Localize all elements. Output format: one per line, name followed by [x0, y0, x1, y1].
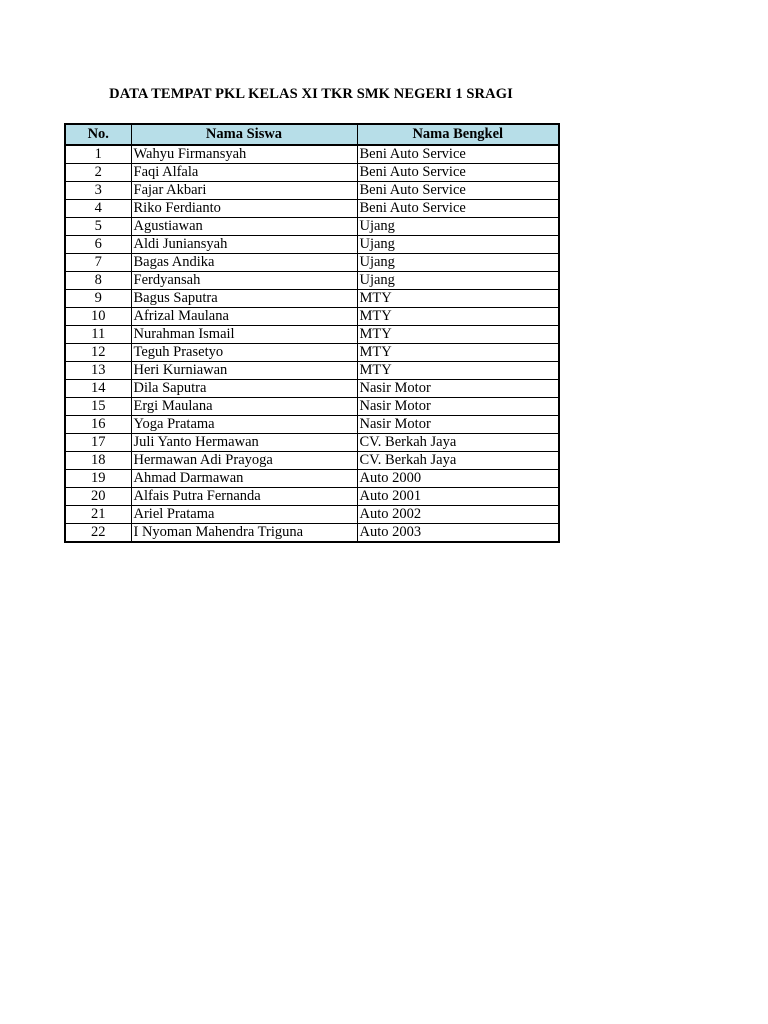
- cell-no: 9: [65, 290, 131, 308]
- cell-nama-bengkel: Auto 2000: [357, 470, 559, 488]
- cell-no: 3: [65, 182, 131, 200]
- cell-nama-bengkel: Nasir Motor: [357, 416, 559, 434]
- cell-no: 15: [65, 398, 131, 416]
- cell-no: 5: [65, 218, 131, 236]
- table-row: [65, 344, 559, 362]
- table-body: [65, 145, 559, 542]
- document-title: DATA TEMPAT PKL KELAS XI TKR SMK NEGERI 1 SRAGI: [109, 86, 513, 102]
- cell-nama-bengkel: MTY: [357, 290, 559, 308]
- cell-no: 8: [65, 272, 131, 290]
- table-row: [65, 236, 559, 254]
- cell-nama-siswa: Bagus Saputra: [131, 290, 357, 308]
- cell-nama-siswa: Afrizal Maulana: [131, 308, 357, 326]
- cell-nama-bengkel: Ujang: [357, 254, 559, 272]
- cell-nama-siswa: Nurahman Ismail: [131, 326, 357, 344]
- table-row: [65, 434, 559, 452]
- table-row: [65, 200, 559, 218]
- cell-nama-bengkel: Ujang: [357, 272, 559, 290]
- table-row: [65, 380, 559, 398]
- cell-no: 18: [65, 452, 131, 470]
- cell-no: 10: [65, 308, 131, 326]
- cell-nama-siswa: Aldi Juniansyah: [131, 236, 357, 254]
- cell-nama-siswa: Hermawan Adi Prayoga: [131, 452, 357, 470]
- cell-nama-bengkel: Auto 2001: [357, 488, 559, 506]
- cell-nama-siswa: Juli Yanto Hermawan: [131, 434, 357, 452]
- cell-no: 6: [65, 236, 131, 254]
- table-row: [65, 488, 559, 506]
- cell-nama-siswa: Riko Ferdianto: [131, 200, 357, 218]
- cell-nama-siswa: Ferdyansah: [131, 272, 357, 290]
- cell-nama-siswa: Heri Kurniawan: [131, 362, 357, 380]
- pkl-table: [64, 123, 560, 543]
- cell-no: 12: [65, 344, 131, 362]
- cell-no: 1: [65, 145, 131, 164]
- cell-nama-siswa: Ariel Pratama: [131, 506, 357, 524]
- cell-no: 21: [65, 506, 131, 524]
- cell-nama-bengkel: Auto 2003: [357, 524, 559, 543]
- cell-no: 20: [65, 488, 131, 506]
- cell-nama-bengkel: Nasir Motor: [357, 398, 559, 416]
- cell-nama-bengkel: Beni Auto Service: [357, 164, 559, 182]
- cell-nama-siswa: Alfais Putra Fernanda: [131, 488, 357, 506]
- table-row: [65, 218, 559, 236]
- cell-no: 16: [65, 416, 131, 434]
- cell-nama-bengkel: Beni Auto Service: [357, 145, 559, 164]
- cell-nama-bengkel: MTY: [357, 326, 559, 344]
- cell-nama-bengkel: Ujang: [357, 218, 559, 236]
- table-header: [65, 124, 559, 145]
- cell-no: 22: [65, 524, 131, 543]
- cell-nama-siswa: Bagas Andika: [131, 254, 357, 272]
- cell-nama-siswa: Fajar Akbari: [131, 182, 357, 200]
- cell-no: 4: [65, 200, 131, 218]
- cell-nama-bengkel: Beni Auto Service: [357, 200, 559, 218]
- cell-no: 13: [65, 362, 131, 380]
- cell-no: 19: [65, 470, 131, 488]
- cell-no: 17: [65, 434, 131, 452]
- cell-nama-bengkel: Beni Auto Service: [357, 182, 559, 200]
- header-nama-siswa: Nama Siswa: [131, 124, 357, 145]
- table-row: [65, 182, 559, 200]
- cell-nama-bengkel: MTY: [357, 308, 559, 326]
- table-row: [65, 326, 559, 344]
- table-row: [65, 145, 559, 164]
- cell-no: 7: [65, 254, 131, 272]
- cell-nama-siswa: Ergi Maulana: [131, 398, 357, 416]
- header-row: [65, 124, 559, 145]
- header-no: No.: [65, 124, 131, 145]
- cell-nama-siswa: Agustiawan: [131, 218, 357, 236]
- table-row: [65, 290, 559, 308]
- table-row: [65, 524, 559, 543]
- table-row: [65, 254, 559, 272]
- cell-nama-siswa: Yoga Pratama: [131, 416, 357, 434]
- header-nama-bengkel: Nama Bengkel: [357, 124, 559, 145]
- cell-nama-bengkel: MTY: [357, 362, 559, 380]
- table-row: [65, 164, 559, 182]
- cell-nama-bengkel: MTY: [357, 344, 559, 362]
- cell-no: 2: [65, 164, 131, 182]
- cell-nama-bengkel: Nasir Motor: [357, 380, 559, 398]
- table-row: [65, 398, 559, 416]
- table-row: [65, 362, 559, 380]
- cell-nama-siswa: Faqi Alfala: [131, 164, 357, 182]
- table-row: [65, 272, 559, 290]
- cell-nama-siswa: Teguh Prasetyo: [131, 344, 357, 362]
- table-row: [65, 308, 559, 326]
- table-row: [65, 506, 559, 524]
- cell-nama-siswa: Ahmad Darmawan: [131, 470, 357, 488]
- cell-nama-siswa: Wahyu Firmansyah: [131, 145, 357, 164]
- table-row: [65, 452, 559, 470]
- cell-nama-bengkel: Auto 2002: [357, 506, 559, 524]
- cell-nama-siswa: Dila Saputra: [131, 380, 357, 398]
- cell-nama-bengkel: CV. Berkah Jaya: [357, 434, 559, 452]
- cell-no: 11: [65, 326, 131, 344]
- cell-nama-bengkel: Ujang: [357, 236, 559, 254]
- cell-no: 14: [65, 380, 131, 398]
- table-row: [65, 470, 559, 488]
- cell-nama-siswa: I Nyoman Mahendra Triguna: [131, 524, 357, 543]
- cell-nama-bengkel: CV. Berkah Jaya: [357, 452, 559, 470]
- table-row: [65, 416, 559, 434]
